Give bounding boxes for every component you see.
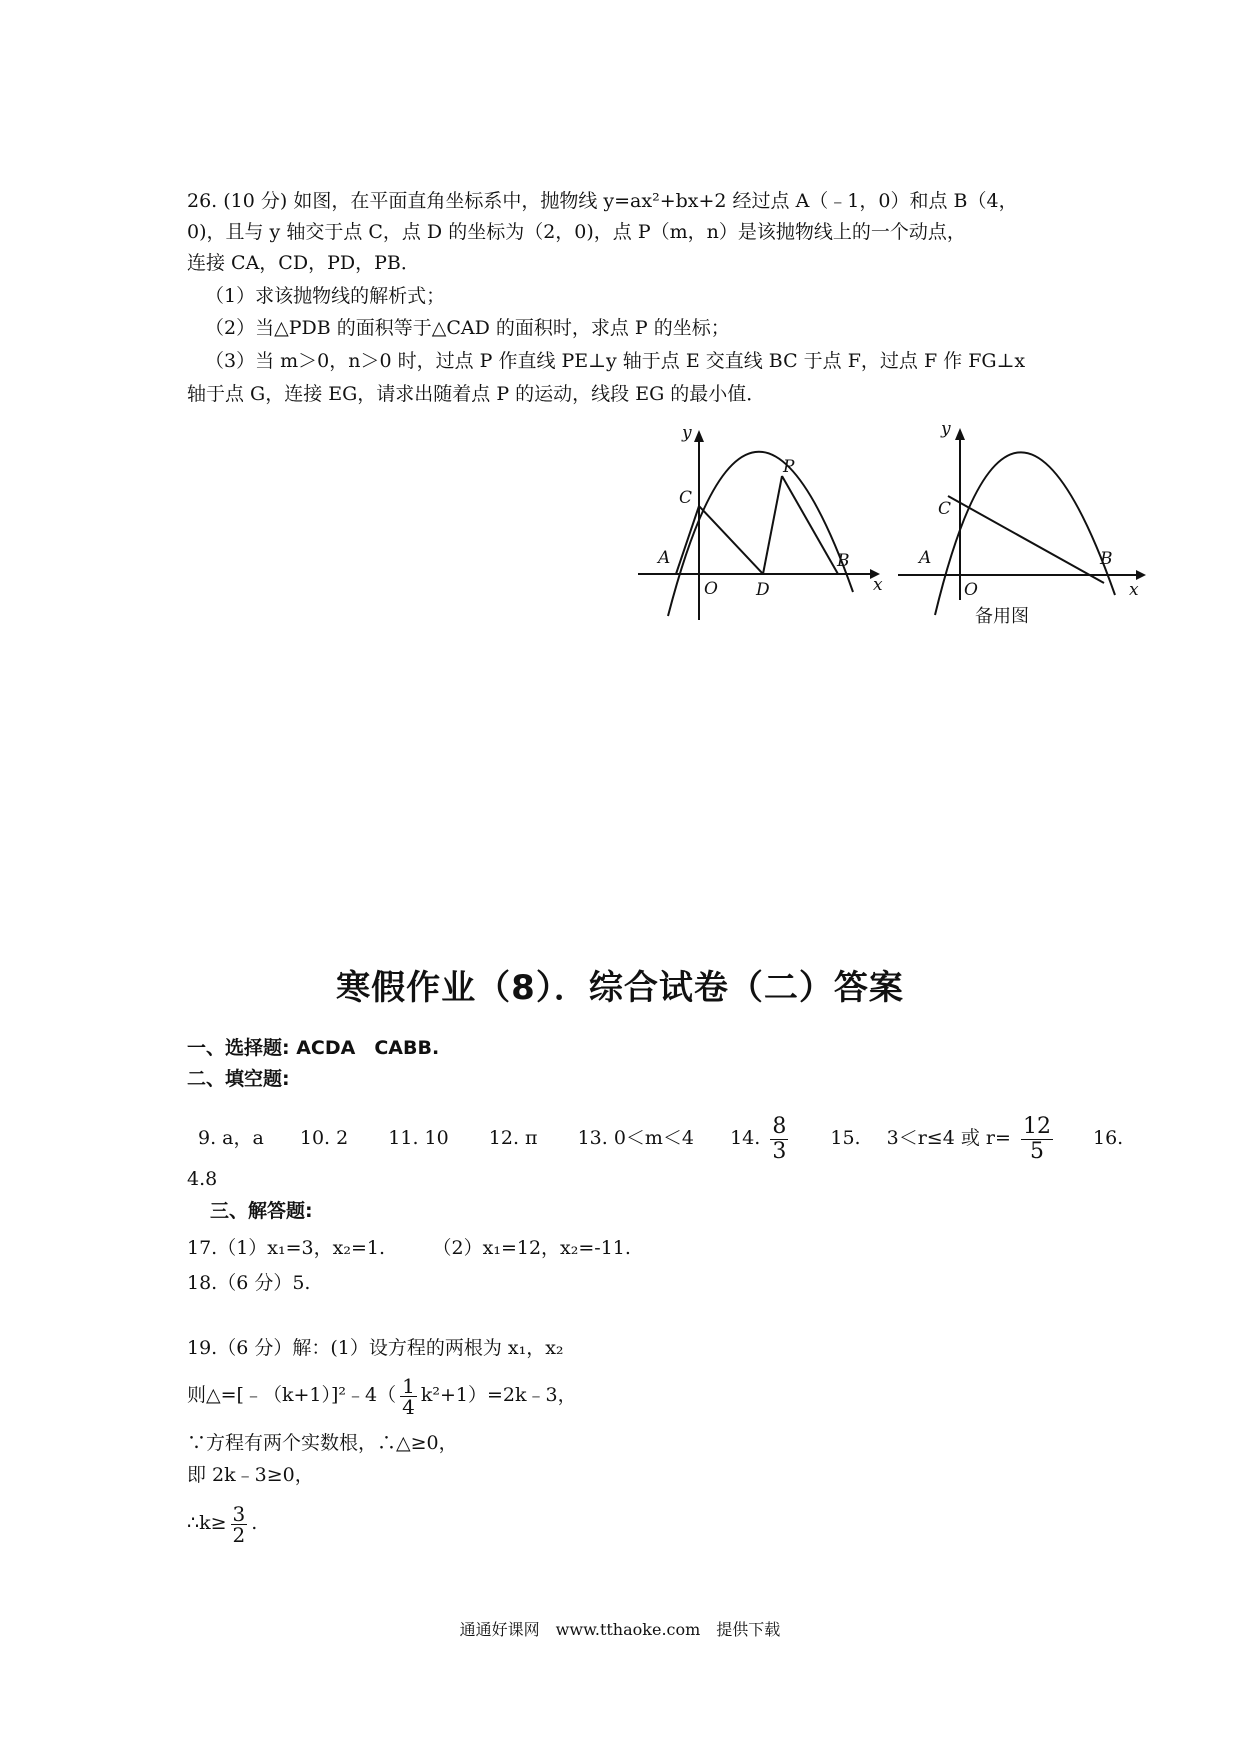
figure-main bbox=[630, 420, 890, 630]
label-a: A bbox=[919, 548, 932, 568]
answer-19-line-5 bbox=[187, 1498, 257, 1548]
problem-26-question-3a: （3）当 m＞0，n＞0 时，过点 P 作直线 PE⊥y 轴于点 E 交直线 BC 于点 F，过点 F 作 FG⊥x bbox=[205, 350, 1026, 372]
answer-12: 12. π bbox=[488, 1127, 538, 1149]
answer-14-fraction bbox=[770, 1115, 788, 1164]
label-c: C bbox=[679, 488, 693, 508]
answers-title: 寒假作业（8）．综合试卷（二）答案 bbox=[336, 968, 904, 1008]
problem-26-line-1: 26. (10 分) 如图，在平面直角坐标系中，抛物线 y=ax²+bx+2 经过点 A（﹣1，0）和点 B（4， bbox=[187, 190, 1018, 212]
label-y: y bbox=[682, 423, 692, 443]
problem-26-question-3b: 轴于点 G，连接 EG，请求出随着点 P 的运动，线段 EG 的最小值． bbox=[187, 383, 766, 405]
answer-15-label: 15. bbox=[830, 1127, 861, 1149]
answer-14-label: 14. bbox=[730, 1127, 761, 1149]
quarter-fraction bbox=[400, 1373, 417, 1419]
label-y: y bbox=[941, 420, 951, 439]
caption: 备用图 bbox=[975, 606, 1029, 627]
problem-26-question-2: （2）当△PDB 的面积等于△CAD 的面积时，求点 P 的坐标； bbox=[205, 317, 730, 339]
answer-19-line-1: 19.（6 分）解：(1）设方程的两根为 x₁，x₂ bbox=[187, 1337, 564, 1359]
answer-15-text: 3＜r≤4 或 r= bbox=[886, 1127, 1011, 1149]
denominator: 3 bbox=[772, 1138, 787, 1164]
numerator: 3 bbox=[232, 1501, 246, 1526]
y-axis-arrow bbox=[955, 428, 965, 440]
answer-15-fraction bbox=[1021, 1115, 1053, 1164]
answer-16-value: 4.8 bbox=[187, 1168, 218, 1190]
answer-19-line-3: ∵方程有两个实数根，∴△≥0， bbox=[187, 1432, 458, 1454]
three-halves-fraction bbox=[231, 1501, 248, 1547]
problem-26-line-2: 0)，且与 y 轴交于点 C，点 D 的坐标为（2，0)，点 P（m，n）是该抛物线上的一个动点， bbox=[187, 221, 966, 243]
answer-19-line-4: 即 2k﹣3≥0， bbox=[187, 1464, 314, 1486]
label-b: B bbox=[1100, 549, 1113, 569]
denominator: 4 bbox=[402, 1394, 415, 1419]
answer-10: 10. 2 bbox=[299, 1127, 349, 1149]
answer-13: 13. 0＜m＜4 bbox=[577, 1127, 695, 1149]
fill-answers-row bbox=[198, 1108, 1123, 1168]
figure-spare bbox=[893, 420, 1153, 630]
section-fill: 二、填空题: bbox=[187, 1068, 290, 1090]
numerator: 12 bbox=[1022, 1113, 1051, 1139]
problem-26-question-1: （1）求该抛物线的解析式； bbox=[205, 285, 446, 307]
segment-cb bbox=[948, 496, 1104, 583]
label-x: x bbox=[873, 575, 883, 595]
numerator: 8 bbox=[772, 1113, 787, 1139]
problem-26-line-3: 连接 CA，CD，PD，PB． bbox=[187, 252, 420, 274]
parabola bbox=[935, 452, 1115, 615]
discriminant-end: k²+1）=2k﹣3， bbox=[420, 1384, 577, 1406]
label-x: x bbox=[1129, 580, 1139, 600]
label-b: B bbox=[837, 551, 850, 571]
answer-18: 18.（6 分）5. bbox=[187, 1272, 311, 1294]
section-solve: 三、解答题: bbox=[210, 1200, 313, 1222]
denominator: 2 bbox=[232, 1522, 246, 1547]
answer-19-line-2 bbox=[187, 1370, 577, 1420]
label-c: C bbox=[938, 499, 952, 519]
label-o: O bbox=[704, 579, 718, 599]
footer: 通通好课网 www.tthaoke.com 提供下载 bbox=[459, 1620, 781, 1639]
conclusion-start: ∴k≥ bbox=[187, 1512, 227, 1534]
segment-pd bbox=[763, 476, 782, 574]
answer-16-label: 16. bbox=[1093, 1127, 1124, 1149]
segment-pb bbox=[782, 476, 838, 574]
answer-9: 9. a，a bbox=[198, 1127, 264, 1149]
segment-cd bbox=[699, 506, 763, 574]
x-axis-arrow bbox=[1136, 570, 1146, 580]
numerator: 1 bbox=[402, 1373, 415, 1398]
answer-11: 11. 10 bbox=[388, 1127, 449, 1149]
label-d: D bbox=[756, 580, 770, 600]
label-p: P bbox=[783, 457, 795, 477]
conclusion-end: . bbox=[251, 1512, 258, 1534]
discriminant-start: 则△=[﹣（k+1）]²﹣4（ bbox=[187, 1384, 397, 1406]
label-a: A bbox=[658, 548, 671, 568]
section-choice: 一、选择题: ACDA CABB. bbox=[187, 1037, 440, 1059]
label-o: O bbox=[964, 580, 978, 600]
y-axis-arrow bbox=[694, 430, 704, 442]
segment-ca bbox=[676, 506, 699, 574]
denominator: 5 bbox=[1029, 1138, 1044, 1164]
answer-17: 17.（1）x₁=3，x₂=1. （2）x₁=12，x₂=-11. bbox=[187, 1237, 631, 1259]
